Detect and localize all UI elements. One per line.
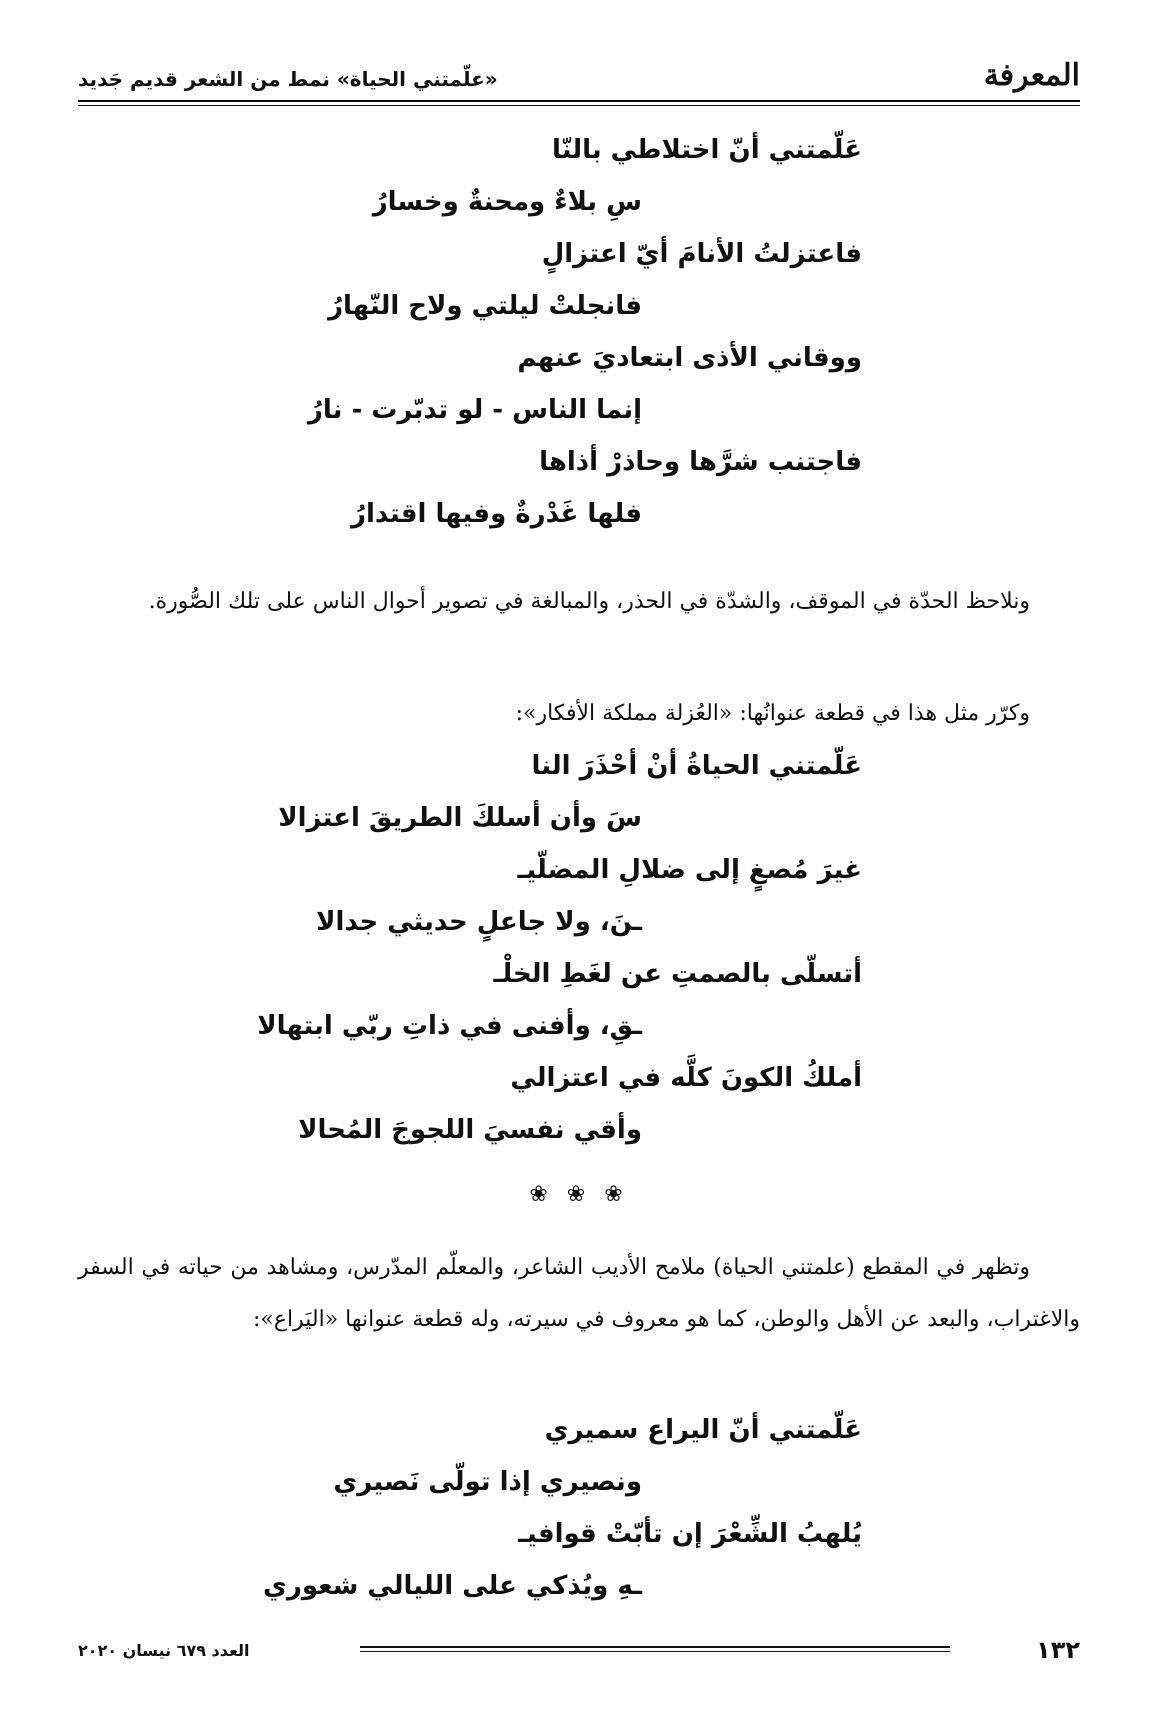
verse-line: فلها غَدْرةٌ وفيها اقتدارُ bbox=[351, 499, 642, 529]
verse-line: سَ وأن أسلكَ الطريقَ اعتزالا bbox=[278, 803, 642, 833]
verse-line: غيرَ مُصغٍ إلى ضلالِ المضلّيـ bbox=[517, 855, 862, 885]
verse-line: سِ بلاءٌ ومحنةٌ وخسارُ bbox=[372, 187, 642, 217]
footer-rule-thick bbox=[360, 1646, 950, 1648]
verse-line: فاعتزلتُ الأنامَ أيّ اعتزالٍ bbox=[541, 239, 862, 269]
paragraph-2 bbox=[78, 688, 1080, 740]
header-rule-thin bbox=[78, 105, 1080, 106]
verse-line: ـهِ ويُذكي على الليالي شعوري bbox=[263, 1571, 642, 1601]
issue-info: العدد ٦٧٩ نيسان ٢٠٢٠ bbox=[78, 1641, 250, 1660]
verse-line: فانجلتْ ليلتي ولاح النّهارُ bbox=[328, 291, 642, 321]
paragraph-1-text: ونلاحظ الحدّة في الموقف، والشدّة في الحذر، والمبالغة في تصوير أحوال الناس على تلك الصُّورة. bbox=[148, 589, 1030, 614]
page-number: ١٣٢ bbox=[1036, 1636, 1080, 1664]
verse-line: أتسلّى بالصمتِ عن لغَطِ الخلْـ bbox=[493, 959, 862, 989]
poem-3 bbox=[102, 1404, 862, 1612]
poem-2 bbox=[102, 740, 862, 1156]
section-separator: ❀ ❀ ❀ bbox=[529, 1182, 629, 1207]
verse-line: ونصيري إذا تولّى نَصيري bbox=[333, 1467, 642, 1497]
journal-logo: المعرفة bbox=[983, 58, 1080, 93]
page-header bbox=[78, 52, 1080, 102]
verse-line: عَلّمتني أنّ اليراع سميري bbox=[544, 1415, 862, 1445]
verse-line: عَلّمتني أنّ اختلاطي بالنّا bbox=[551, 135, 862, 165]
verse-line: ـقِ، وأفنى في ذاتِ ربّي ابتهالا bbox=[257, 1011, 642, 1041]
verse-line: وأقي نفسيَ اللجوجَ المُحالا bbox=[298, 1115, 642, 1145]
footer-rule-thin bbox=[360, 1651, 950, 1652]
page-footer bbox=[78, 1636, 1080, 1676]
verse-line: ووقاني الأذى ابتعاديَ عنهم bbox=[517, 343, 862, 373]
verse-line: يُلهبُ الشِّعْرَ إن تأبّتْ قوافيـ bbox=[518, 1519, 862, 1549]
verse-line: فاجتنب شرَّها وحاذرْ أذاها bbox=[539, 447, 862, 477]
verse-line: إنما الناس - لو تدبّرت - نارُ bbox=[307, 395, 642, 425]
paragraph-1 bbox=[78, 576, 1080, 628]
verse-line: ـنَ، ولا جاعلٍ حديثي جدالا bbox=[316, 907, 642, 937]
paragraph-2-text: وكرّر مثل هذا في قطعة عنوانُها: «العُزلة مملكة الأفكار»: bbox=[515, 701, 1030, 726]
header-rule-thick bbox=[78, 100, 1080, 102]
running-title: «علّمتني الحياة» نمط من الشعر قديم جَديد bbox=[78, 67, 498, 91]
paragraph-3 bbox=[78, 1242, 1080, 1346]
poem-1 bbox=[102, 124, 862, 540]
verse-line: عَلّمتني الحياةُ أنْ أحْذَرَ النا bbox=[531, 751, 862, 781]
paragraph-3-text: وتظهر في المقطع (علمتني الحياة) ملامح الأديب الشاعر، والمعلّم المدّرس، ومشاهد من حياته في السفر والاغتراب، والبعد عن الأهل والوطن، كما هو معروف في سيرته، وله قطعة عنوانها «اليَراع»: bbox=[78, 1255, 1080, 1332]
verse-line: أملكُ الكونَ كلَّه في اعتزالي bbox=[510, 1063, 862, 1093]
